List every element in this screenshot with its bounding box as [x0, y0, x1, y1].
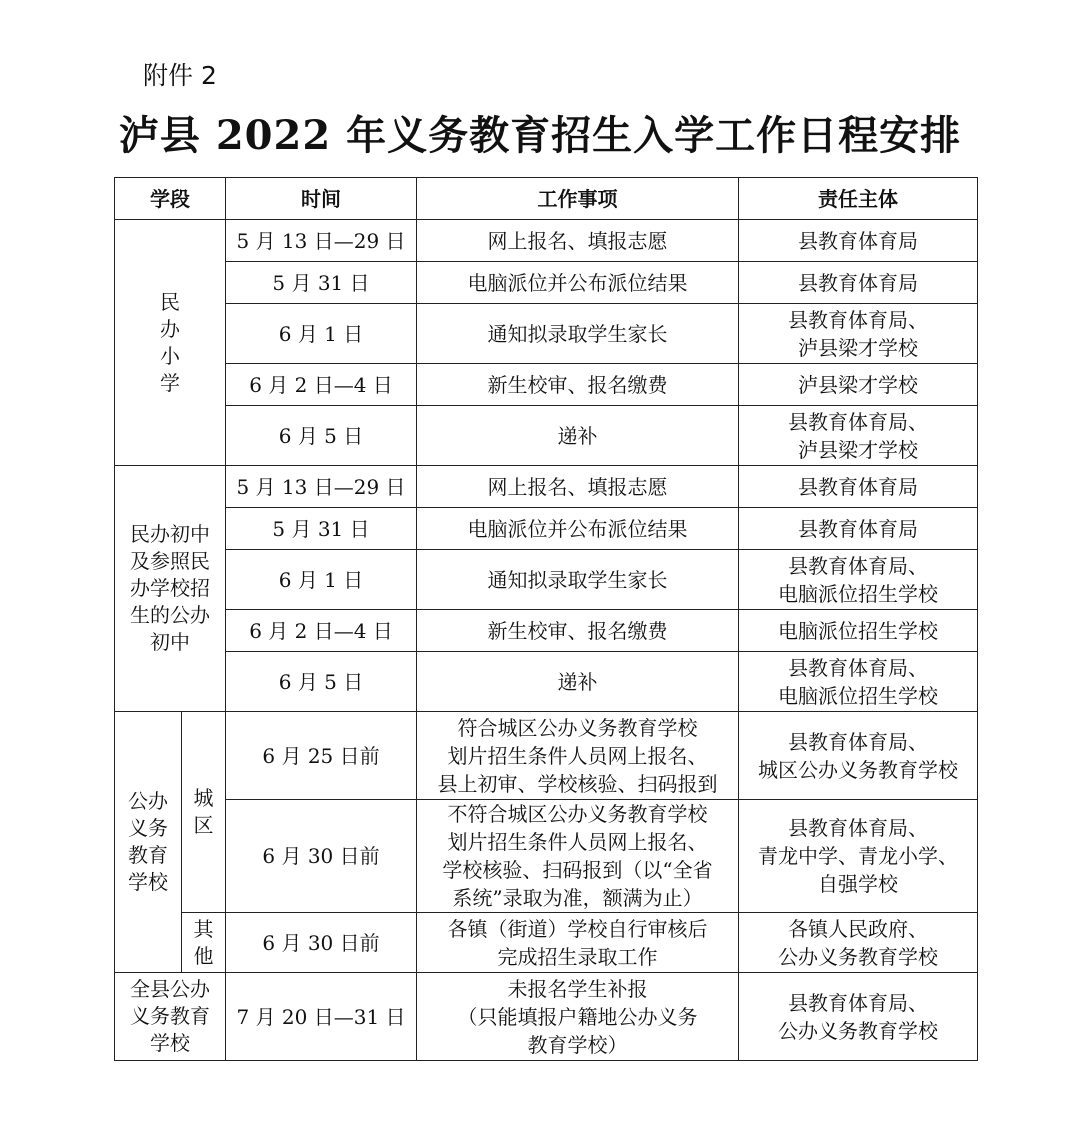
task-cell: 未报名学生补报 （只能填报户籍地公办义务 教育学校）: [417, 973, 739, 1061]
table-row: [115, 304, 978, 364]
table-row: [115, 466, 978, 508]
task-cell: 网上报名、填报志愿: [417, 220, 739, 262]
task-cell: 符合城区公办义务教育学校 划片招生条件人员网上报名、 县上初审、学校核验、扫码报到: [417, 712, 739, 800]
stage-cell: 全县公办 义务教育 学校: [115, 973, 226, 1061]
owner-cell: 县教育体育局、 青龙中学、青龙小学、 自强学校: [739, 800, 978, 913]
time-cell: 6 月 2 日—4 日: [226, 364, 417, 406]
owner-cell: 县教育体育局: [739, 220, 978, 262]
time-cell: 5 月 13 日—29 日: [226, 220, 417, 262]
owner-cell: 县教育体育局、 电脑派位招生学校: [739, 652, 978, 712]
stage-cell: 民 办 小 学: [115, 220, 226, 466]
table-row: [115, 652, 978, 712]
stage-cell: 民办初中 及参照民 办学校招 生的公办 初中: [115, 466, 226, 712]
table-row: [115, 262, 978, 304]
owner-cell: 县教育体育局、 泸县梁才学校: [739, 406, 978, 466]
table-row: [115, 364, 978, 406]
task-cell: 递补: [417, 406, 739, 466]
table-row: [115, 220, 978, 262]
task-cell: 新生校审、报名缴费: [417, 364, 739, 406]
table-row: [115, 800, 978, 913]
time-cell: 5 月 31 日: [226, 262, 417, 304]
time-cell: 6 月 5 日: [226, 652, 417, 712]
task-cell: 电脑派位并公布派位结果: [417, 262, 739, 304]
owner-cell: 电脑派位招生学校: [739, 610, 978, 652]
table-row: [115, 406, 978, 466]
time-cell: 6 月 1 日: [226, 304, 417, 364]
substage-cell: 其 他: [182, 913, 226, 973]
table-row: [115, 712, 978, 800]
attachment-label: 附件 2: [143, 61, 217, 90]
owner-cell: 县教育体育局: [739, 508, 978, 550]
owner-cell: 县教育体育局: [739, 262, 978, 304]
task-cell: 各镇（街道）学校自行审核后 完成招生录取工作: [417, 913, 739, 973]
time-cell: 6 月 30 日前: [226, 800, 417, 913]
table-row: [115, 610, 978, 652]
schedule-table: [114, 177, 978, 1061]
time-cell: 6 月 30 日前: [226, 913, 417, 973]
owner-cell: 县教育体育局、 电脑派位招生学校: [739, 550, 978, 610]
header-row: [115, 178, 978, 220]
time-cell: 6 月 25 日前: [226, 712, 417, 800]
task-cell: 新生校审、报名缴费: [417, 610, 739, 652]
owner-cell: 泸县梁才学校: [739, 364, 978, 406]
owner-cell: 县教育体育局: [739, 466, 978, 508]
header-owner: 责任主体: [739, 178, 978, 220]
header-task: 工作事项: [417, 178, 739, 220]
task-cell: 通知拟录取学生家长: [417, 304, 739, 364]
owner-cell: 县教育体育局、 泸县梁才学校: [739, 304, 978, 364]
page-title: 泸县 2022 年义务教育招生入学工作日程安排: [118, 112, 962, 159]
time-cell: 7 月 20 日—31 日: [226, 973, 417, 1061]
substage-cell: 城 区: [182, 712, 226, 913]
table-row: [115, 508, 978, 550]
task-cell: 通知拟录取学生家长: [417, 550, 739, 610]
table-row: [115, 973, 978, 1061]
time-cell: 6 月 5 日: [226, 406, 417, 466]
task-cell: 不符合城区公办义务教育学校 划片招生条件人员网上报名、 学校核验、扫码报到（以“全省 系统”录取为准，额满为止）: [417, 800, 739, 913]
task-cell: 递补: [417, 652, 739, 712]
owner-cell: 各镇人民政府、 公办义务教育学校: [739, 913, 978, 973]
owner-cell: 县教育体育局、 公办义务教育学校: [739, 973, 978, 1061]
header-stage: 学段: [115, 178, 226, 220]
table-row: [115, 913, 978, 973]
time-cell: 6 月 2 日—4 日: [226, 610, 417, 652]
time-cell: 6 月 1 日: [226, 550, 417, 610]
time-cell: 5 月 13 日—29 日: [226, 466, 417, 508]
time-cell: 5 月 31 日: [226, 508, 417, 550]
stage-cell: 公办 义务 教育 学校: [115, 712, 182, 973]
task-cell: 电脑派位并公布派位结果: [417, 508, 739, 550]
header-time: 时间: [226, 178, 417, 220]
task-cell: 网上报名、填报志愿: [417, 466, 739, 508]
table-row: [115, 550, 978, 610]
owner-cell: 县教育体育局、 城区公办义务教育学校: [739, 712, 978, 800]
